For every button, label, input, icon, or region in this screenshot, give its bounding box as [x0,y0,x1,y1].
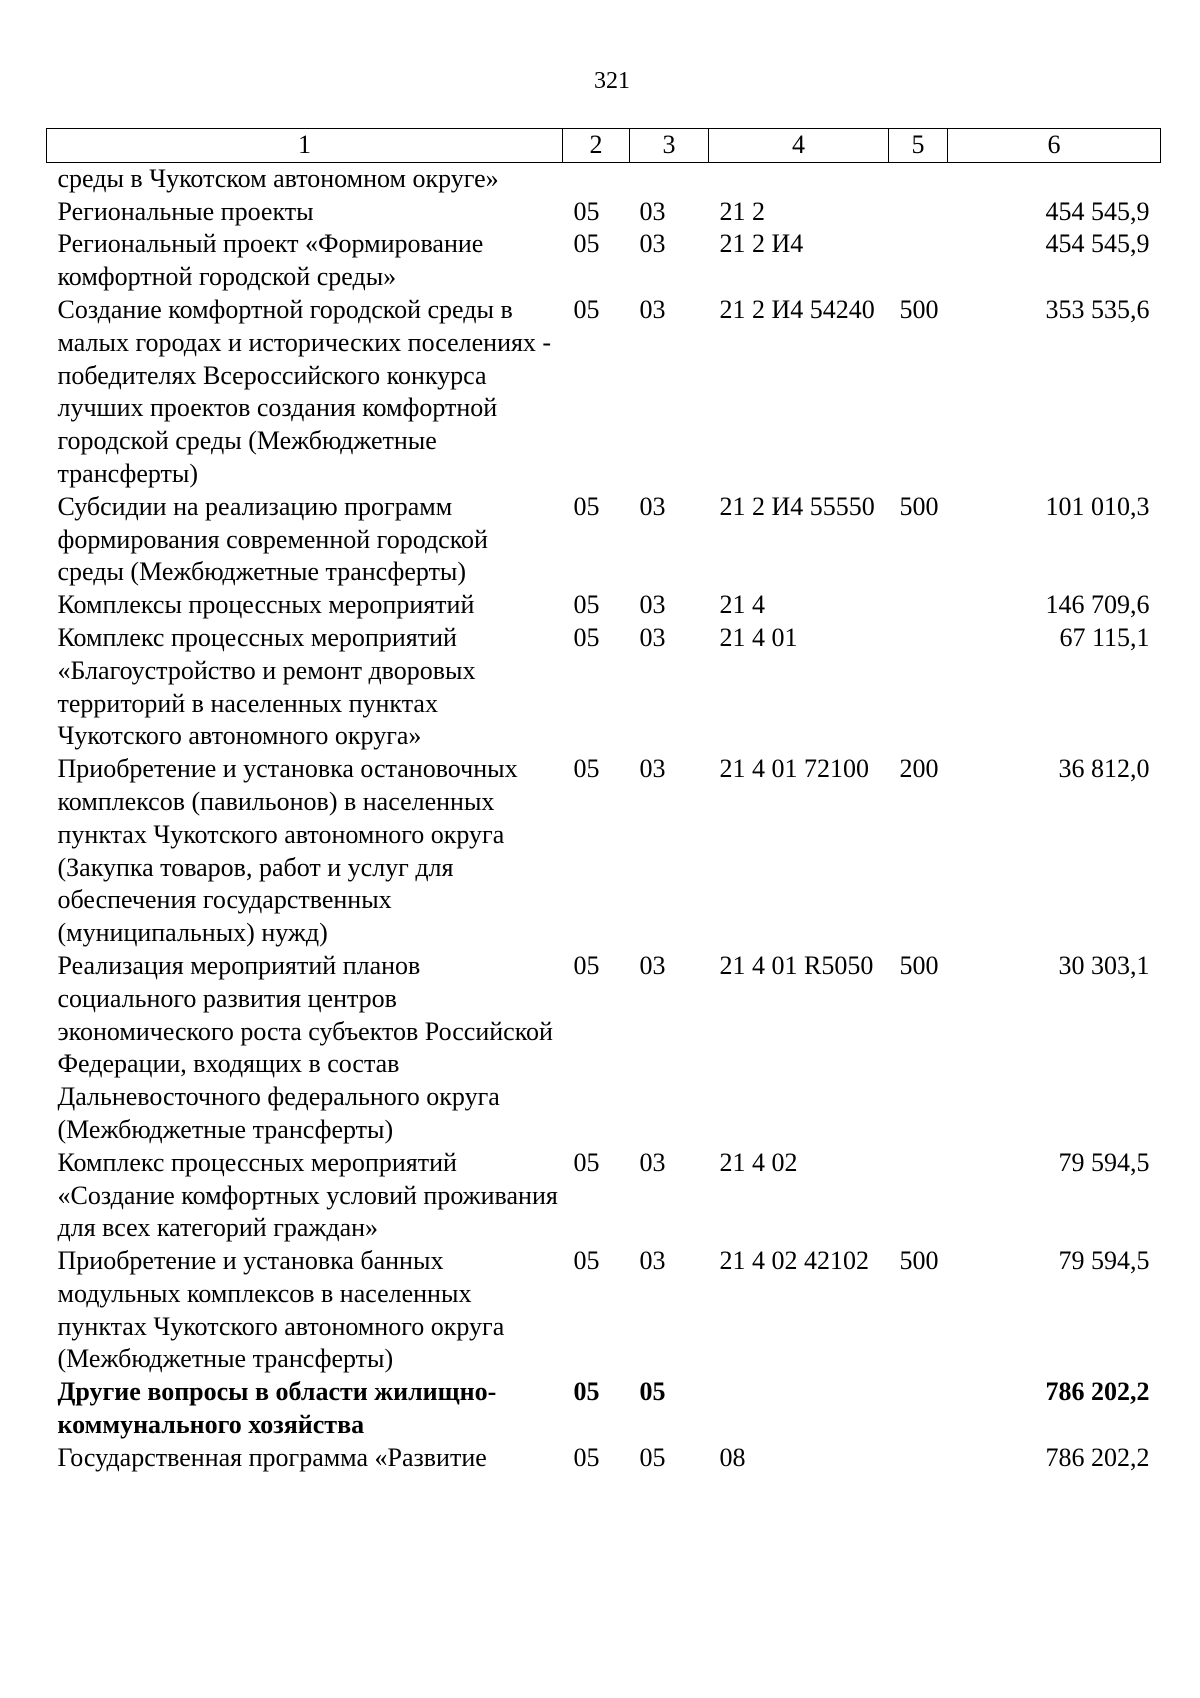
row-expense-type [889,589,948,622]
row-section-code: 05 [573,590,600,620]
row-subsection-code: 03 [639,1147,666,1177]
row-name: Создание комфортной городской среды в малых городах и исторических поселениях - победителях Всероссийского конкурса лучших проектов создания комфортной городской среды (Межбюджетные трансферты) [57,294,552,488]
row-target-article: 08 [719,1442,746,1472]
row-section-code: 05 [573,1442,600,1472]
row-section-code: 05 [573,229,600,259]
row-expense-type [889,228,948,294]
table-row [47,162,1161,195]
header-col-4: 4 [709,129,889,163]
row-target-article: 21 4 01 R5050 [719,950,874,980]
budget-table [46,128,1161,1475]
row-expense-type [889,1376,948,1442]
row-target-article [709,162,889,195]
row-expense-type: 500 [899,294,939,324]
row-amount: 454 545,9 [1045,229,1150,259]
row-section-code: 05 [573,491,600,521]
row-amount: 79 594,5 [1058,1147,1150,1177]
row-section-code: 05 [573,1246,600,1276]
row-amount: 786 202,2 [1045,1442,1150,1472]
row-expense-type [889,1442,948,1475]
row-amount: 36 812,0 [1058,754,1150,784]
row-name: Комплекс процессных мероприятий «Благоустройство и ремонт дворовых территорий в населенных пунктах Чукотского автономного округа» [57,622,476,751]
row-section-code: 05 [573,294,600,324]
row-name: Государственная программа «Развитие [57,1442,487,1472]
table-row [47,1376,1161,1442]
row-subsection-code [630,162,709,195]
row-name: Другие вопросы в области жилищно-коммунального хозяйства [57,1377,497,1440]
row-section-code [563,162,630,195]
row-amount: 30 303,1 [1058,950,1150,980]
row-expense-type [889,196,948,229]
row-subsection-code: 03 [639,590,666,620]
row-expense-type: 200 [899,754,939,784]
page-number: 321 [594,68,630,94]
row-expense-type: 500 [899,491,939,521]
row-subsection-code: 03 [639,294,666,324]
row-expense-type [889,622,948,753]
row-subsection-code: 03 [639,229,666,259]
row-name: среды в Чукотском автономном округе» [57,163,499,193]
row-subsection-code: 05 [639,1377,666,1407]
row-amount: 146 709,6 [1045,590,1150,620]
header-col-6: 6 [948,129,1161,163]
row-name: Региональные проекты [57,196,314,226]
row-subsection-code: 03 [639,1246,666,1276]
row-subsection-code: 03 [639,754,666,784]
table-row [47,753,1161,950]
row-amount [948,162,1161,195]
table-row [47,1245,1161,1376]
row-target-article: 21 2 [719,196,765,226]
row-target-article: 21 2 И4 55550 [719,491,875,521]
row-target-article: 21 4 [719,590,765,620]
row-expense-type [889,1147,948,1245]
row-name: Комплекс процессных мероприятий «Создание комфортных условий проживания для всех категорий граждан» [57,1147,558,1243]
table-row [47,196,1161,229]
row-section-code: 05 [573,196,600,226]
table-row [47,228,1161,294]
row-name: Комплексы процессных мероприятий [57,590,475,620]
row-name: Приобретение и установка банных модульных комплексов в населенных пунктах Чукотского автономного округа (Межбюджетные трансферты) [57,1246,505,1374]
table-row [47,1147,1161,1245]
row-name: Субсидии на реализацию программ формирования современной городской среды (Межбюджетные трансферты) [57,491,488,587]
row-section-code: 05 [573,622,600,652]
header-col-5: 5 [889,129,948,163]
row-amount: 454 545,9 [1045,196,1150,226]
row-subsection-code: 03 [639,622,666,652]
table-body [47,162,1161,1474]
row-amount: 353 535,6 [1045,294,1150,324]
table-row [47,1442,1161,1475]
row-subsection-code: 03 [639,196,666,226]
row-target-article: 21 4 02 42102 [719,1246,869,1276]
row-subsection-code: 03 [639,491,666,521]
table-row [47,950,1161,1147]
table-row [47,589,1161,622]
row-expense-type: 500 [899,1246,939,1276]
table-row [47,491,1161,589]
row-section-code: 05 [573,754,600,784]
row-subsection-code: 03 [639,950,666,980]
row-amount: 786 202,2 [1045,1377,1150,1407]
row-target-article: 21 2 И4 54240 [719,294,875,324]
row-target-article: 21 4 01 72100 [719,754,869,784]
row-amount: 79 594,5 [1058,1246,1150,1276]
row-amount: 101 010,3 [1045,491,1150,521]
row-expense-type [889,162,948,195]
row-name: Приобретение и установка остановочных комплексов (павильонов) в населенных пунктах Чукотского автономного округа (Закупка товаров, работ и услуг для обеспечения государственных (муниципальных) нужд) [57,754,518,948]
row-subsection-code: 05 [639,1442,666,1472]
row-target-article [709,1376,889,1442]
header-col-3: 3 [630,129,709,163]
row-name: Региональный проект «Формирование комфортной городской среды» [57,229,484,292]
row-section-code: 05 [573,950,600,980]
row-target-article: 21 2 И4 [719,229,804,259]
table-row [47,622,1161,753]
table-row [47,294,1161,491]
row-section-code: 05 [573,1377,600,1407]
header-col-2: 2 [563,129,630,163]
header-col-1: 1 [47,129,563,163]
row-section-code: 05 [573,1147,600,1177]
row-name: Реализация мероприятий планов социального развития центров экономического роста субъектов Российской Федерации, входящих в состав Дальневосточного федерального округа (Межбюджетные трансферты) [57,950,553,1144]
row-expense-type: 500 [899,950,939,980]
row-target-article: 21 4 02 [719,1147,798,1177]
row-target-article: 21 4 01 [719,622,798,652]
table-header-row [47,129,1161,163]
row-amount: 67 115,1 [1059,622,1150,652]
